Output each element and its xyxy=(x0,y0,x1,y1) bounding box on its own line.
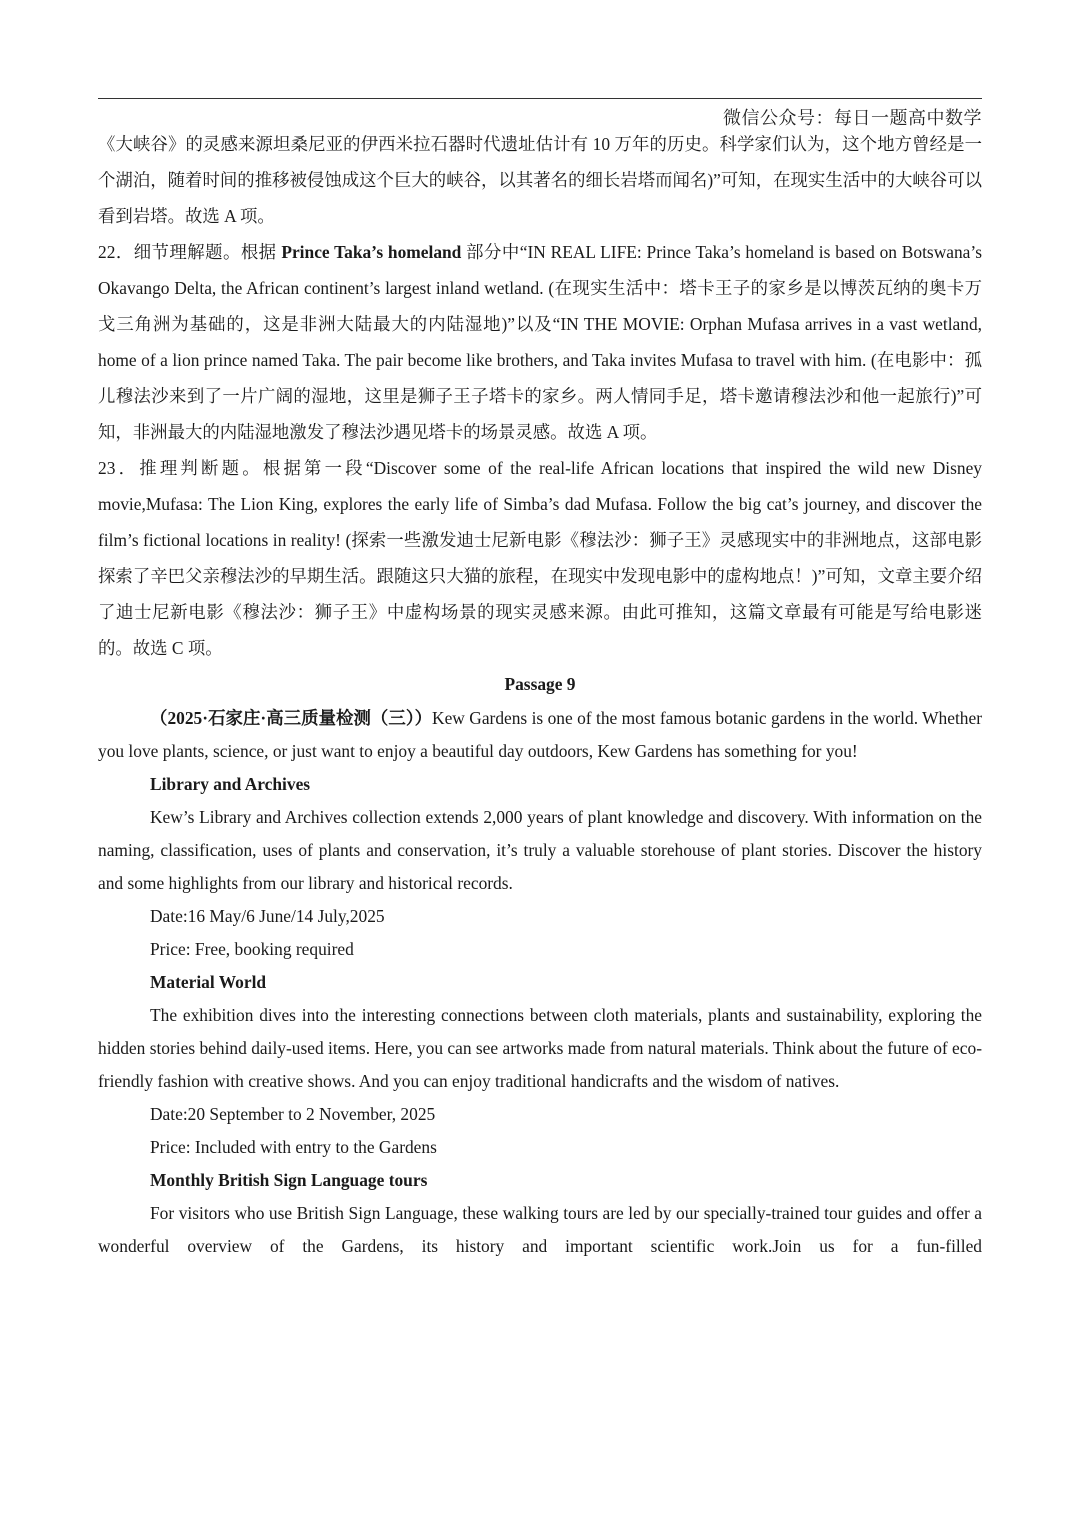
header-note: 微信公众号：每日一题高中数学 xyxy=(723,108,982,129)
passage-content xyxy=(98,702,982,1263)
section-heading-material: Material World xyxy=(150,972,267,992)
section-heading-sign-language: Monthly British Sign Language tours xyxy=(150,1170,428,1190)
section-date-material: Date:20 September to 2 November, 2025 xyxy=(150,1104,436,1124)
section-price-material: Price: Included with entry to the Gardens xyxy=(150,1137,437,1157)
header-rule xyxy=(98,98,982,99)
document-body xyxy=(98,126,982,1263)
section-body-sign-language: For visitors who use British Sign Language, these walking tours are led by our specially-trained tour guides and offer a wonderful overview of the Gardens, its history and important scientific work.Join us for a fun-filled xyxy=(98,1203,982,1256)
passage-title: Passage 9 xyxy=(504,674,576,694)
answer-22 xyxy=(98,234,982,450)
section-date-library: Date:16 May/6 June/14 July,2025 xyxy=(150,906,385,926)
passage-intro-text: Kew Gardens is one of the most famous botanic gardens in the world. Whether you love plants, science, or just want to enjoy a beautiful day outdoors, Kew Gardens has something for you! xyxy=(98,708,982,761)
passage-intro xyxy=(98,702,982,768)
answer-22-body: 部分中“IN REAL LIFE: Prince Taka’s homeland is based on Botswana’s Okavango Delta, the African continent’s largest inland wetland. (在现实生活中：塔卡王子的家乡是以博茨瓦纳的奥卡万戈三角洲为基础的，这是非洲大陆最大的内陆湿地)”以及“IN THE MOVIE: Orphan Mufasa arrives in a vast wetland, home of a lion prince named Taka. The pair become like brothers, and Taka invites Mufasa to travel with him. (在电影中：孤儿穆法沙来到了一片广阔的湿地，这里是狮子王子塔卡的家乡。两人情同手足，塔卡邀请穆法沙和他一起旅行)”可知，非洲最大的内陆湿地激发了穆法沙遇见塔卡的场景灵感。故选 A 项。 xyxy=(98,242,982,442)
answer-23: 23．推理判断题。根据第一段“Discover some of the real-life African locations that inspired the wild new Disney movie,Mufasa: The Lion King, explores the early life of Simba’s dad Mufasa. Follow the big cat’s journey, and discover the film’s fictional locations in reality! (探索一些激发迪士尼新电影《穆法沙：狮子王》灵感现实中的非洲地点，这部电影探索了辛巴父亲穆法沙的早期生活。跟随这只大猫的旅程，在现实中发现电影中的虚构地点！)”可知，文章主要介绍了迪士尼新电影《穆法沙：狮子王》中虚构场景的现实灵感来源。由此可推知，这篇文章最有可能是写给电影迷的。故选 C 项。 xyxy=(98,458,982,658)
section-heading-library: Library and Archives xyxy=(150,774,311,794)
answer-22-lead: 22．细节理解题。根据 xyxy=(98,242,282,262)
section-body-library: Kew’s Library and Archives collection extends 2,000 years of plant knowledge and discovery. With information on the naming, classification, uses of plants and conservation, it’s truly a valuable storehouse of plant stories. Discover the history and some highlights from our library and historical records. xyxy=(98,807,982,893)
passage-source: （2025·石家庄·高三质量检测（三）） xyxy=(150,708,433,728)
answer-22-section-name: Prince Taka’s homeland xyxy=(281,242,462,262)
section-price-library: Price: Free, booking required xyxy=(150,939,354,959)
answer-21-continuation: 《大峡谷》的灵感来源坦桑尼亚的伊西米拉石器时代遗址估计有 10 万年的历史。科学家们认为，这个地方曾经是一个湖泊，随着时间的推移被侵蚀成这个巨大的峡谷，以其著名的细长岩塔而闻名)”可知，在现实生活中的大峡谷可以看到岩塔。故选 A 项。 xyxy=(98,134,982,226)
section-body-material: The exhibition dives into the interesting connections between cloth materials, plants and sustainability, exploring the hidden stories behind daily-used items. Here, you can see artworks made from natural materials. Think about the future of eco-friendly fashion with creative shows. And you can enjoy traditional handicrafts and the wisdom of natives. xyxy=(98,1005,982,1091)
